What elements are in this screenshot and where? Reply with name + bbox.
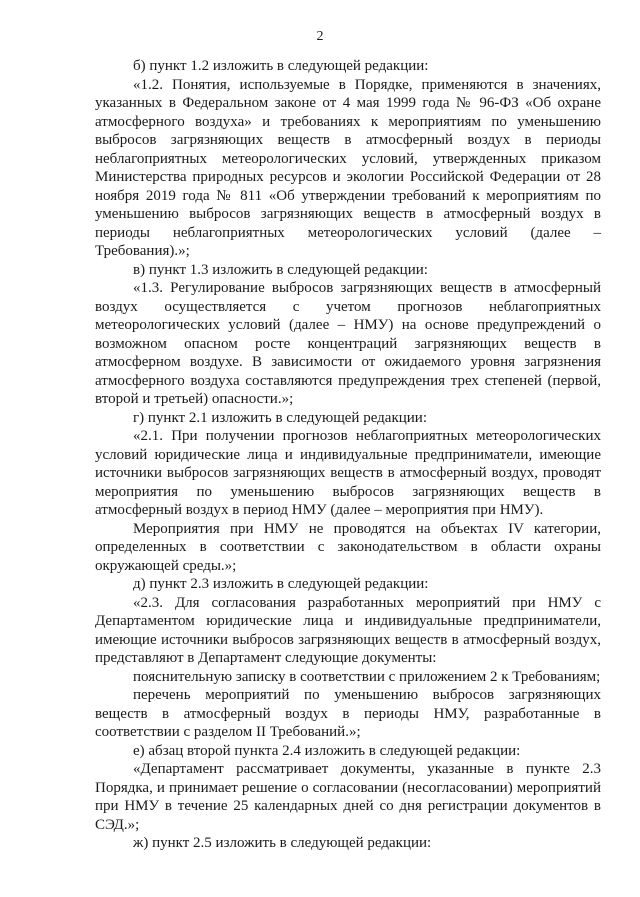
paragraph-item-e: е) абзац второй пункта 2.4 изложить в следующей редакции: bbox=[133, 742, 521, 759]
paragraph-clause-1-3: «1.3. Регулирование выбросов загрязняющих веществ в атмосферный воздух осуществляется с учетом прогнозов неблагоприятных метеорологических условий (далее – НМУ) на основе предупреждений о возможном опасном росте концентраций загрязняющих веществ в атмосферном воздухе. В зависимости от ожидаемого уровня загрязнения атмосферного воздуха составляются предупреждения трех степеней (первой, второй и третьей) опасности.»; bbox=[95, 280, 601, 407]
paragraph-clause-2-1: «2.1. При получении прогнозов неблагоприятных метеорологических условий юридические лица и индивидуальные предприниматели, имеющие источники выбросов загрязняющих веществ в атмосферный воздух, проводят мероприятия по уменьшению выбросов загрязняющих веществ в атмосферный воздух в период НМУ (далее – мероприятия при НМУ). bbox=[95, 428, 601, 518]
paragraph-item-v: в) пункт 1.3 изложить в следующей редакции: bbox=[133, 261, 428, 278]
document-body bbox=[95, 57, 601, 853]
paragraph-item-d: д) пункт 2.3 изложить в следующей редакции: bbox=[133, 576, 429, 592]
paragraph-item-g: г) пункт 2.1 изложить в следующей редакции: bbox=[133, 409, 427, 426]
page-number: 2 bbox=[316, 29, 324, 44]
paragraph-clause-2-1-cont: Мероприятия при НМУ не проводятся на объектах IV категории, определенных в соответствии с законодательством в области охраны окружающей среды.»; bbox=[95, 520, 601, 574]
paragraph-item-zh: ж) пункт 2.5 изложить в следующей редакции: bbox=[133, 835, 432, 851]
paragraph-explanatory-note: пояснительную записку в соответствии с приложением 2 к Требованиям; bbox=[133, 668, 601, 685]
paragraph-clause-1-2: «1.2. Понятия, используемые в Порядке, применяются в значениях, указанных в Федеральном законе от 4 мая 1999 года № 96-ФЗ «Об охране атмосферного воздуха» и требованиях к мероприятиям по уменьшению выбросов загрязняющих веществ в атмосферный воздух в периоды неблагоприятных метеорологических условий, утвержденных приказом Министерства природных ресурсов и экологии Российской Федерации от 28 ноября 2019 года № 811 «Об утверждении требований к мероприятиям по уменьшению выбросов загрязняющих веществ в атмосферный воздух в периоды неблагоприятных метеорологических условий (далее – Требования).»; bbox=[95, 76, 601, 259]
paragraph-clause-2-3: «2.3. Для согласования разработанных мероприятий при НМУ с Департаментом юридические лица и индивидуальные предприниматели, имеющие источники выбросов загрязняющих веществ в атмосферный воздух, представляют в Департамент следующие документы: bbox=[95, 594, 601, 666]
paragraph-clause-2-4: «Департамент рассматривает документы, указанные в пункте 2.3 Порядка, и принимает решение о согласовании (несогласовании) мероприятий при НМУ в течение 25 календарных дней со дня регистрации документов в СЭД.»; bbox=[95, 761, 601, 833]
paragraph-measures-list: перечень мероприятий по уменьшению выбросов загрязняющих веществ в атмосферный воздух в периоды НМУ, разработанные в соответствии с разделом II Требований.»; bbox=[95, 687, 601, 740]
paragraph-item-b: б) пункт 1.2 изложить в следующей редакции: bbox=[133, 58, 429, 74]
